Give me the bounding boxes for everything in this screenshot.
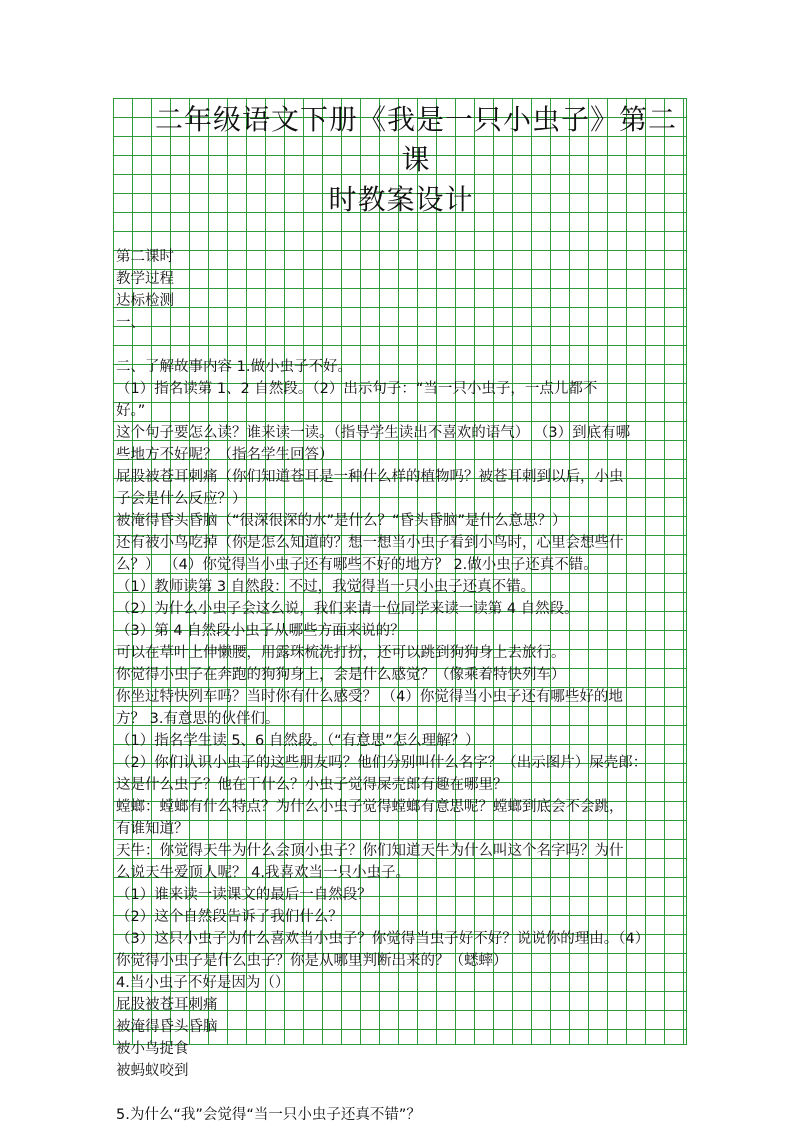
body-line: 些地方不好呢？（指名学生回答）: [116, 447, 334, 463]
document-body: [116, 246, 686, 1126]
body-line: （2）这个自然段告诉了我们什么？: [116, 909, 343, 925]
body-line: （3）这只小虫子为什么喜欢当小虫子？你觉得当虫子好不好？说说你的理由。（4）: [116, 931, 650, 947]
body-line: （1）指名读第 1、2 自然段。（2）出示句子：“当一只小虫子，一点儿都不: [116, 381, 598, 397]
question-five: 5.为什么“我”会觉得“当一只小虫子还真不错”？: [116, 1107, 421, 1123]
document-title-line-2: 时教案设计: [328, 183, 474, 216]
body-line: （1）教师读第 3 自然段：不过，我觉得当一只小虫子还真不错。: [116, 579, 536, 595]
body-line: 子会是什么反应？）: [116, 491, 247, 507]
body-line: 你觉得小虫子在奔跑的狗狗身上，会是什么感觉？（像乘着特快列车）: [116, 667, 566, 683]
section-label-assessment: 达标检测: [116, 293, 174, 309]
option-line: 被小鸟捉食: [116, 1041, 189, 1057]
blank-line: [116, 334, 686, 356]
body-line: （2）为什么小虫子会这么说，我们来请一位同学来读一读第 4 自然段。: [116, 601, 579, 617]
document-title-line-1: 二年级语文下册《我是一只小虫子》第二课: [154, 103, 677, 176]
body-line: （2）你们认识小虫子的这些朋友吗？他们分别叫什么名字？（出示图片）屎壳郎：: [116, 755, 648, 771]
document-page: [116, 98, 686, 1126]
body-line: 好。”: [116, 403, 146, 419]
body-line: （1）指名学生读 5、6 自然段。（“有意思”怎么理解？）: [116, 733, 480, 749]
body-line: （1）谁来读一读课文的最后一自然段？: [116, 887, 372, 903]
body-line: 方？ 3.有意思的伙伴们。: [116, 711, 280, 727]
body-line: 被淹得昏头昏脑（“很深很深的水”是什么？“昏头昏脑”是什么意思？）: [116, 513, 567, 529]
option-line: 被蚂蚁咬到: [116, 1063, 189, 1079]
body-line: （3）第 4 自然段小虫子从哪些方面来说的？: [116, 623, 405, 639]
body-line: 可以在草叶上伸懒腰，用露珠梳洗打扮，还可以跳到狗狗身上去旅行。: [116, 645, 566, 661]
section-label-process: 教学过程: [116, 271, 174, 287]
section-label-part-one: 一、: [116, 315, 145, 331]
option-line: 被淹得昏头昏脑: [116, 1019, 218, 1035]
option-line: 屁股被苍耳刺痛: [116, 997, 218, 1013]
section-label-lesson: 第二课时: [116, 249, 174, 265]
body-line: 你觉得小虫子是什么虫子？你是从哪里判断出来的？（蟋蟀）: [116, 953, 508, 969]
body-line: 有谁知道？: [116, 821, 189, 837]
body-line: 么说天牛爱顶人呢？ 4.我喜欢当一只小虫子。: [116, 865, 410, 881]
body-line: 螳螂：螳螂有什么特点？为什么小虫子觉得螳螂有意思呢？螳螂到底会不会跳，: [116, 799, 624, 815]
question-four: 4.当小虫子不好是因为（）: [116, 975, 290, 991]
body-line: 天牛：你觉得天牛为什么会顶小虫子？你们知道天牛为什么叫这个名字吗？为什: [116, 843, 624, 859]
body-line: 屁股被苍耳刺痛（你们知道苍耳是一种什么样的植物吗？被苍耳刺到以后，小虫: [116, 469, 624, 485]
body-line: 还有被小鸟吃掉（你是怎么知道的？想一想当小虫子看到小鸟时，心里会想些什: [116, 535, 624, 551]
body-line: 这个句子要怎么读？谁来读一读。（指导学生读出不喜欢的语气） （3）到底有哪: [116, 425, 631, 441]
body-line: 么？） （4）你觉得当小虫子还有哪些不好的地方？ 2.做小虫子还真不错。: [116, 557, 598, 573]
body-line: 二、了解故事内容 1.做小虫子不好。: [116, 359, 352, 375]
body-line: 你坐过特快列车吗？当时你有什么感受？ （4）你觉得当小虫子还有哪些好的地: [116, 689, 623, 705]
body-line: 这是什么虫子？他在干什么？小虫子觉得屎壳郎有趣在哪里？: [116, 777, 508, 793]
